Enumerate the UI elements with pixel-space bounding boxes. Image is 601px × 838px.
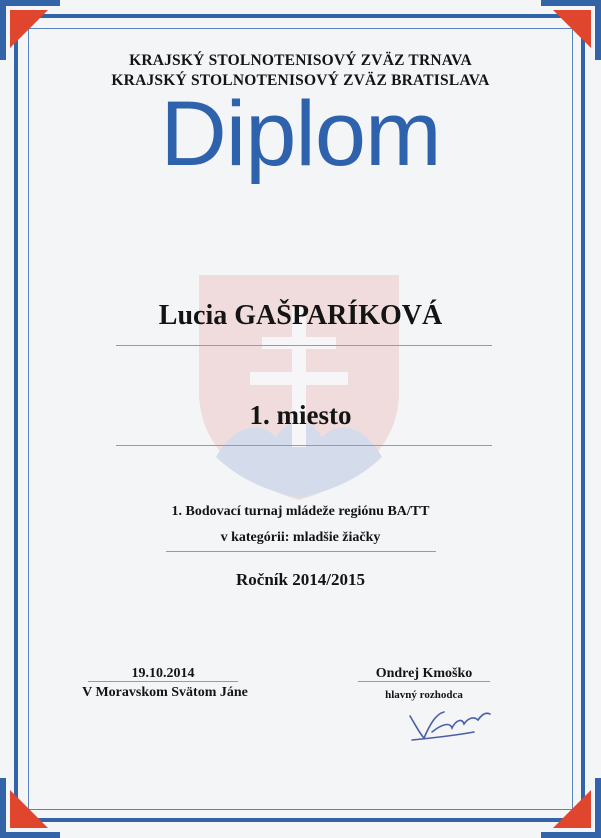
corner-ornament-top-right — [541, 0, 601, 60]
divider-line — [116, 445, 492, 446]
referee-name: Ondrej Kmoško — [375, 666, 473, 681]
referee-signature — [402, 702, 492, 744]
category-text: v kategórii: mladšie žiačky — [220, 530, 381, 545]
referee-role: hlavný rozhodca — [385, 689, 463, 701]
corner-ornament-bottom-right — [541, 778, 601, 838]
event-name: 1. Bodovací turnaj mládeže regiónu BA/TT — [171, 504, 430, 519]
organizer-line-2: KRAJSKÝ STOLNOTENISOVÝ ZVÄZ BRATISLAVA — [111, 72, 490, 89]
divider-line — [166, 551, 436, 552]
event-date: 19.10.2014 — [131, 666, 195, 681]
diploma-title: Diplom — [160, 83, 441, 185]
recipient-name: Lucia GAŠPARÍKOVÁ — [158, 300, 443, 331]
organizer-line-1: KRAJSKÝ STOLNOTENISOVÝ ZVÄZ TRNAVA — [129, 52, 472, 69]
placement: 1. miesto — [249, 400, 352, 430]
event-location: V Moravskom Svätom Jáne — [82, 685, 248, 700]
divider-line — [116, 345, 492, 346]
season-text: Ročník 2014/2015 — [236, 570, 365, 589]
corner-ornament-top-left — [0, 0, 60, 60]
divider-line — [88, 681, 238, 682]
corner-ornament-bottom-left — [0, 778, 60, 838]
divider-line — [358, 681, 490, 682]
